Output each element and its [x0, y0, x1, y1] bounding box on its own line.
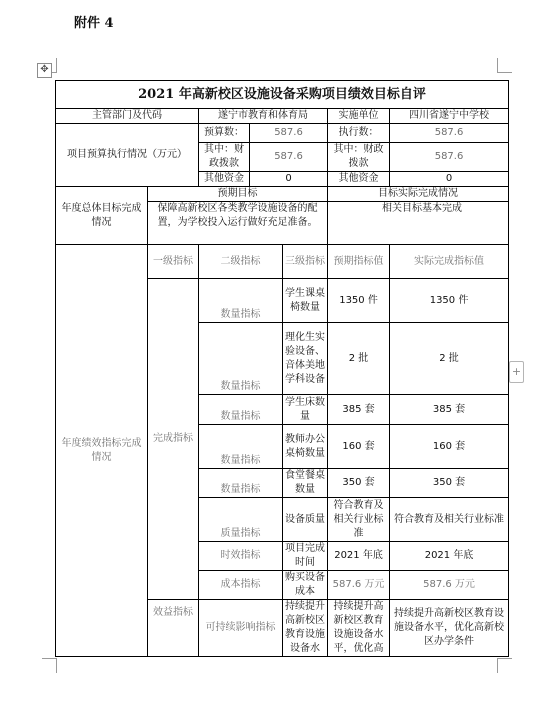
- level3-cell: 学生床数量: [283, 395, 328, 425]
- annual-label: 年度总体目标完成情况: [56, 187, 148, 245]
- budget-label: 项目预算执行情况（万元）: [56, 124, 199, 187]
- expected-cell: 587.6 万元: [328, 571, 390, 600]
- budget-amount-value: 587.6: [250, 124, 328, 143]
- expected-cell: 160 套: [328, 425, 390, 469]
- level3-cell: 食堂餐桌数量: [283, 469, 328, 498]
- actual-cell: 持续提升高新校区教育设施设备水平，优化高新校区办学条件: [390, 600, 509, 657]
- level3-cell: 教师办公桌椅数量: [283, 425, 328, 469]
- expected-cell: 符合教育及相关行业标准: [328, 498, 390, 542]
- impl-label: 实施单位: [328, 109, 390, 124]
- col-header-expected: 预期指标值: [328, 245, 390, 279]
- budget-fiscal-value: 587.6: [250, 143, 328, 172]
- level2-cell: 时效指标: [199, 542, 283, 571]
- expected-cell: 1350 件: [328, 279, 390, 323]
- budget-other-value: 0: [250, 172, 328, 187]
- header-row: [56, 109, 509, 124]
- col-header-level2: 二级指标: [199, 245, 283, 279]
- budget-fiscal-label: 其中：财政拨款: [199, 143, 250, 172]
- col-header-level1: 一级指标: [148, 245, 199, 279]
- performance-table: [55, 108, 509, 657]
- level1-benefit: 效益指标: [148, 600, 199, 657]
- level3-cell: 持续提升高新校区教育设施设备水: [283, 600, 328, 657]
- level2-cell: 数量指标: [199, 279, 283, 323]
- planned-text: 保障高新校区各类教学设施设备的配置，为学校投入运行做好充足准备。: [148, 202, 328, 245]
- budget-amount-label: 预算数：: [199, 124, 250, 143]
- crop-mark-bottom-right: [497, 658, 512, 673]
- dept-label: 主管部门及代码: [56, 109, 199, 124]
- actual-cell: 587.6 万元: [390, 571, 509, 600]
- level2-cell: 数量指标: [199, 425, 283, 469]
- col-header-actual: 实际完成指标值: [390, 245, 509, 279]
- level2-cell: 数量指标: [199, 395, 283, 425]
- actual-header: 目标实际完成情况: [328, 187, 509, 202]
- level3-cell: 理化生实验设备、音体美地学科设备: [283, 323, 328, 395]
- level2-cell: 数量指标: [199, 323, 283, 395]
- actual-cell: 385 套: [390, 395, 509, 425]
- expected-cell: 2 批: [328, 323, 390, 395]
- level2-cell: 可持续影响指标: [199, 600, 283, 657]
- planned-header: 预期目标: [148, 187, 328, 202]
- actual-text: 相关目标基本完成: [328, 202, 509, 245]
- expected-cell: 385 套: [328, 395, 390, 425]
- actual-cell: 2021 年底: [390, 542, 509, 571]
- level2-cell: 成本指标: [199, 571, 283, 600]
- level3-cell: 设备质量: [283, 498, 328, 542]
- budget-row-total: [56, 124, 509, 143]
- level1-completion: 完成指标: [148, 279, 199, 600]
- performance-header-row: [56, 245, 509, 279]
- expected-cell: 2021 年底: [328, 542, 390, 571]
- level3-cell: 学生课桌椅数量: [283, 279, 328, 323]
- annual-header-row: [56, 187, 509, 202]
- actual-cell: 2 批: [390, 323, 509, 395]
- table-move-handle-icon[interactable]: ✥: [37, 63, 52, 78]
- expected-cell: 持续提升高新校区教育设施设备水平，优化高: [328, 600, 390, 657]
- page-title: 2021 年高新校区设施设备采购项目绩效目标自评: [55, 80, 509, 109]
- dept-value: 遂宁市教育和体育局: [199, 109, 328, 124]
- budget-other-label: 其他资金: [199, 172, 250, 187]
- performance-label: 年度绩效指标完成情况: [56, 245, 148, 657]
- exec-other-label: 其他资金: [328, 172, 390, 187]
- level2-cell: 数量指标: [199, 469, 283, 498]
- level2-cell: 质量指标: [199, 498, 283, 542]
- exec-fiscal-label: 其中：财政拨款: [328, 143, 390, 172]
- crop-mark-bottom-left: [42, 658, 57, 673]
- crop-mark-top-right: [497, 58, 512, 73]
- level3-cell: 项目完成时间: [283, 542, 328, 571]
- actual-cell: 350 套: [390, 469, 509, 498]
- exec-fiscal-value: 587.6: [390, 143, 509, 172]
- expected-cell: 350 套: [328, 469, 390, 498]
- actual-cell: 符合教育及相关行业标准: [390, 498, 509, 542]
- actual-cell: 1350 件: [390, 279, 509, 323]
- exec-other-value: 0: [390, 172, 509, 187]
- level3-cell: 购买设备成本: [283, 571, 328, 600]
- attachment-label: 附件 4: [74, 16, 114, 31]
- exec-amount-label: 执行数：: [328, 124, 390, 143]
- add-column-handle-icon[interactable]: +: [509, 361, 524, 383]
- impl-value: 四川省遂宁中学校: [390, 109, 509, 124]
- actual-cell: 160 套: [390, 425, 509, 469]
- exec-amount-value: 587.6: [390, 124, 509, 143]
- col-header-level3: 三级指标: [283, 245, 328, 279]
